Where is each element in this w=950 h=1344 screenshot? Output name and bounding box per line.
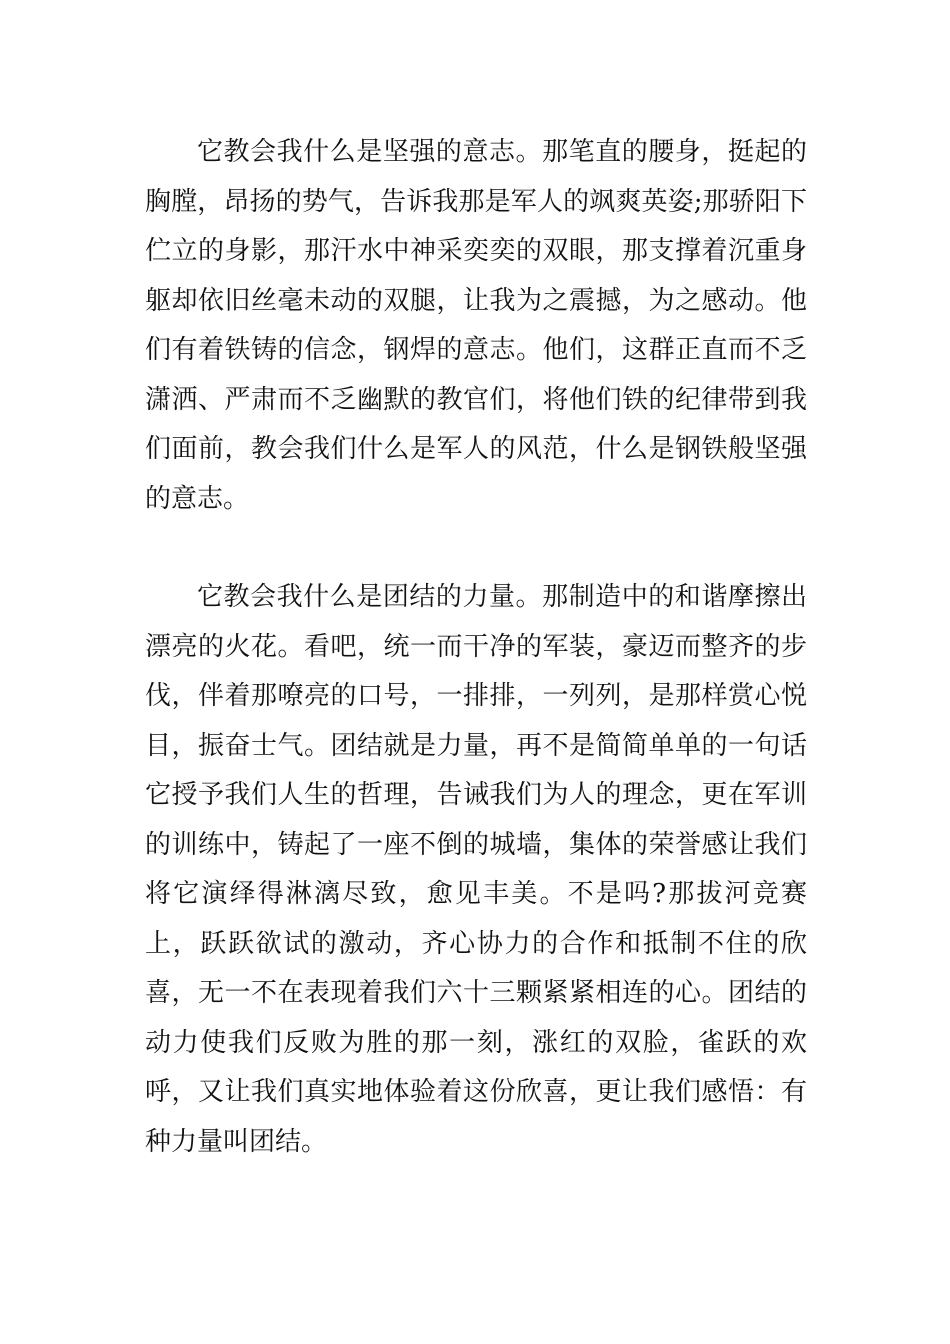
paragraph-unity-strength: 它教会我什么是团结的力量。那制造中的和谐摩擦出漂亮的火花。看吧，统一而干净的军装，豪迈而整齐的步伐，伴着那嘹亮的口号，一排排，一列列，是那样赏心悦目，振奋士气。团结就是力量，再不是简简单单的一句话它授予我们人生的哲理，告诫我们为人的理念，更在军训的训练中，铸起了一座不倒的城墙，集体的荣誉感让我们将它演绎得淋漓尽致，愈见丰美。不是吗?那拔河竞赛上，跃跃欲试的激动，齐心协力的合作和抵制不住的欣喜，无一不在表现着我们六十三颗紧紧相连的心。团结的动力使我们反败为胜的那一刻，涨红的双脸，雀跃的欢呼，又让我们真实地体验着这份欣喜，更让我们感悟：有种力量叫团结。 xyxy=(145,582,807,1157)
paragraph-steadfast-will: 它教会我什么是坚强的意志。那笔直的腰身，挺起的胸膛，昂扬的势气，告诉我那是军人的飒爽英姿;那骄阳下伫立的身影，那汗水中神采奕奕的双眼，那支撑着沉重身躯却依旧丝毫未动的双腿，让我为之震撼，为之感动。他们有着铁铸的信念，钢焊的意志。他们，这群正直而不乏潇洒、严肃而不乏幽默的教官们，将他们铁的纪律带到我们面前，教会我们什么是军人的风范，什么是钢铁般坚强的意志。 xyxy=(145,137,807,514)
